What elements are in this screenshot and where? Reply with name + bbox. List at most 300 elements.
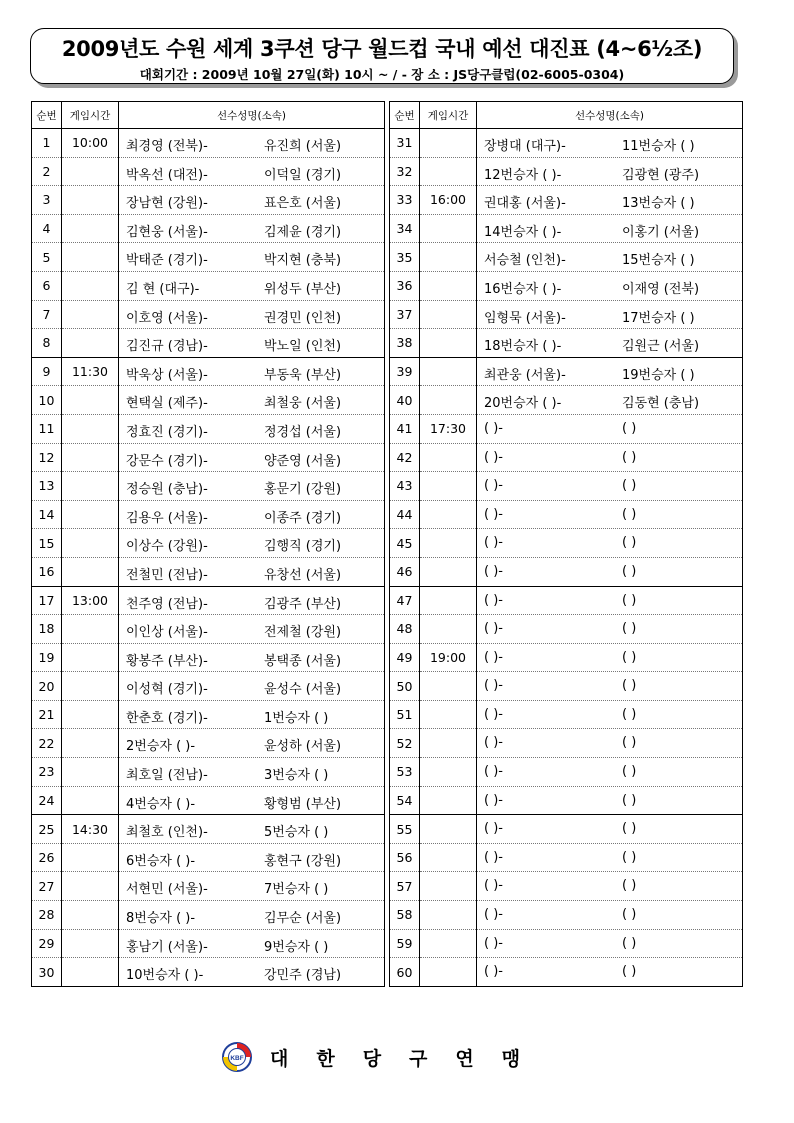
player-two: 11번승자 ( ) [622, 139, 695, 154]
player-two: 봉택종 (서울) [264, 653, 342, 669]
match-players [119, 615, 385, 644]
column-header-no: 순번 [32, 102, 62, 129]
game-time [420, 615, 477, 644]
match-number: 45 [390, 529, 420, 558]
table-row [390, 443, 743, 472]
table-row [390, 129, 743, 158]
bracket-table-left [31, 101, 385, 987]
match-players [477, 472, 743, 501]
player-two: 유진희 (서울) [264, 139, 342, 154]
table-row [32, 843, 385, 872]
player-one: 임형묵 (서울)- [484, 310, 566, 326]
match-number: 55 [390, 815, 420, 844]
player-one: 10번승자 ( )- [126, 968, 204, 984]
player-one: ( )- [484, 592, 503, 608]
game-time [420, 243, 477, 272]
player-one: ( )- [484, 849, 503, 865]
player-one: 최경영 (전북)- [126, 139, 208, 154]
match-number: 24 [32, 786, 62, 815]
game-time [420, 357, 477, 386]
player-two: ( ) [622, 849, 637, 865]
table-row [390, 643, 743, 672]
game-time [62, 214, 119, 243]
player-two: 5번승자 ( ) [264, 825, 329, 841]
game-time [62, 901, 119, 930]
footer [0, 1042, 794, 1074]
table-row [390, 929, 743, 958]
game-time [420, 157, 477, 186]
player-two: 홍현구 (강원) [264, 853, 342, 869]
table-row [32, 643, 385, 672]
player-two: 박노일 (인천) [264, 339, 342, 355]
player-two: 김행직 (경기) [264, 539, 342, 555]
game-time [62, 758, 119, 787]
match-number: 54 [390, 786, 420, 815]
table-row [32, 500, 385, 529]
game-time [62, 672, 119, 701]
column-header-no: 순번 [390, 102, 420, 129]
game-time [62, 529, 119, 558]
kbf-logo-icon [222, 1042, 252, 1072]
match-number: 5 [32, 243, 62, 272]
match-players [119, 729, 385, 758]
bracket-table-right [389, 101, 743, 987]
match-players [119, 929, 385, 958]
match-players [477, 214, 743, 243]
player-one: 12번승자 ( )- [484, 167, 562, 183]
game-time [420, 872, 477, 901]
match-players [477, 157, 743, 186]
player-two: 이재영 (전북) [622, 281, 700, 297]
game-time [420, 472, 477, 501]
table-row [32, 157, 385, 186]
match-number: 49 [390, 643, 420, 672]
player-one: 서현민 (서울)- [126, 882, 208, 898]
game-time [420, 901, 477, 930]
game-time [420, 129, 477, 158]
player-two: ( ) [622, 706, 637, 722]
player-two: 19번승자 ( ) [622, 367, 695, 383]
match-players [477, 500, 743, 529]
game-time [420, 729, 477, 758]
match-players [119, 300, 385, 329]
table-row [390, 557, 743, 586]
game-time [420, 386, 477, 415]
match-number: 51 [390, 700, 420, 729]
table-row [32, 386, 385, 415]
table-row [32, 929, 385, 958]
player-one: 6번승자 ( )- [126, 853, 196, 869]
player-two: 최철웅 (서울) [264, 396, 342, 412]
match-players [477, 758, 743, 787]
player-two: 전제철 (강원) [264, 625, 342, 641]
game-time [62, 958, 119, 987]
match-number: 58 [390, 901, 420, 930]
match-players [477, 557, 743, 586]
player-one: 박욱상 (서울)- [126, 367, 208, 383]
player-two: 13번승자 ( ) [622, 196, 695, 212]
table-row [390, 214, 743, 243]
table-header-row [32, 102, 385, 129]
player-two: 김무순 (서울) [264, 911, 342, 927]
match-players [119, 329, 385, 358]
player-two: 홍문기 (강원) [264, 482, 342, 498]
match-players [477, 129, 743, 158]
player-two: ( ) [622, 907, 637, 923]
game-time [420, 843, 477, 872]
match-number: 43 [390, 472, 420, 501]
table-row [390, 700, 743, 729]
table-row [32, 414, 385, 443]
player-two: ( ) [622, 563, 637, 579]
match-number: 4 [32, 214, 62, 243]
player-one: 20번승자 ( )- [484, 396, 562, 412]
player-one: ( )- [484, 792, 503, 808]
player-two: 윤성하 (서울) [264, 739, 342, 755]
player-two: ( ) [622, 878, 637, 894]
match-players [477, 786, 743, 815]
player-one: 최철호 (인천)- [126, 825, 208, 841]
match-number: 39 [390, 357, 420, 386]
table-row [32, 243, 385, 272]
table-row [390, 843, 743, 872]
game-time [62, 786, 119, 815]
game-time [62, 643, 119, 672]
player-one: ( )- [484, 420, 503, 436]
player-two: ( ) [622, 592, 637, 608]
table-row [390, 414, 743, 443]
table-row [32, 214, 385, 243]
player-one: 서승철 (인천)- [484, 253, 566, 269]
match-number: 29 [32, 929, 62, 958]
game-time [420, 214, 477, 243]
game-time [62, 329, 119, 358]
game-time [420, 329, 477, 358]
match-number: 11 [32, 414, 62, 443]
player-one: ( )- [484, 935, 503, 951]
player-two: 김광주 (부산) [264, 596, 342, 612]
match-number: 46 [390, 557, 420, 586]
match-players [119, 586, 385, 615]
match-players [119, 386, 385, 415]
column-header-players: 선수성명(소속) [477, 102, 743, 129]
player-one: 한춘호 (경기)- [126, 710, 208, 726]
match-number: 40 [390, 386, 420, 415]
match-number: 50 [390, 672, 420, 701]
match-number: 30 [32, 958, 62, 987]
match-number: 16 [32, 557, 62, 586]
match-number: 38 [390, 329, 420, 358]
match-players [119, 872, 385, 901]
match-number: 9 [32, 357, 62, 386]
player-one: 강문수 (경기)- [126, 453, 208, 469]
game-time: 14:30 [62, 815, 119, 844]
column-header-players: 선수성명(소속) [119, 102, 385, 129]
player-two: 김광현 (광주) [622, 167, 700, 183]
player-two: 이덕일 (경기) [264, 167, 342, 183]
table-row [390, 672, 743, 701]
match-number: 6 [32, 271, 62, 300]
match-players [119, 414, 385, 443]
player-two: 김원근 (서울) [622, 339, 700, 355]
match-number: 19 [32, 643, 62, 672]
player-one: ( )- [484, 563, 503, 579]
match-number: 21 [32, 700, 62, 729]
player-two: ( ) [622, 449, 637, 465]
player-one: 최관웅 (서울)- [484, 367, 566, 383]
match-players [477, 271, 743, 300]
player-two: 17번승자 ( ) [622, 310, 695, 326]
match-players [477, 357, 743, 386]
match-number: 59 [390, 929, 420, 958]
player-one: 박옥선 (대전)- [126, 167, 208, 183]
table-row [390, 500, 743, 529]
player-one: ( )- [484, 535, 503, 551]
column-header-time: 게임시간 [420, 102, 477, 129]
match-number: 10 [32, 386, 62, 415]
player-two: 유창선 (서울) [264, 567, 342, 583]
match-players [477, 958, 743, 987]
match-players [119, 357, 385, 386]
table-row [32, 586, 385, 615]
table-row [32, 758, 385, 787]
table-row [32, 786, 385, 815]
table-row [390, 243, 743, 272]
match-number: 22 [32, 729, 62, 758]
table-row [390, 872, 743, 901]
game-time [420, 500, 477, 529]
player-one: 정효진 (경기)- [126, 424, 208, 440]
game-time [62, 700, 119, 729]
game-time: 10:00 [62, 129, 119, 158]
player-one: ( )- [484, 764, 503, 780]
match-players [119, 271, 385, 300]
table-row [390, 357, 743, 386]
player-one: 김현웅 (서울)- [126, 224, 208, 240]
match-players [477, 243, 743, 272]
table-row [390, 786, 743, 815]
match-players [119, 843, 385, 872]
match-number: 3 [32, 186, 62, 215]
match-players [477, 186, 743, 215]
match-number: 12 [32, 443, 62, 472]
player-two: 김제윤 (경기) [264, 224, 342, 240]
match-players [119, 901, 385, 930]
match-number: 48 [390, 615, 420, 644]
player-one: ( )- [484, 649, 503, 665]
player-one: ( )- [484, 506, 503, 522]
game-time [420, 271, 477, 300]
match-players [477, 700, 743, 729]
game-time: 13:00 [62, 586, 119, 615]
player-two: 양준영 (서울) [264, 453, 342, 469]
game-time [420, 557, 477, 586]
organization-name: 대한당구연맹 [270, 1048, 549, 1070]
table-row [32, 443, 385, 472]
table-row [32, 872, 385, 901]
game-time [420, 700, 477, 729]
player-two: 강민주 (경남) [264, 968, 342, 984]
player-two: 윤성수 (서울) [264, 682, 342, 698]
game-time [420, 815, 477, 844]
match-number: 53 [390, 758, 420, 787]
player-one: 김용우 (서울)- [126, 510, 208, 526]
game-time [420, 443, 477, 472]
match-number: 37 [390, 300, 420, 329]
player-one: 박태준 (경기)- [126, 253, 208, 269]
event-info: 대회기간 : 2009년 10월 27일(화) 10시 ~ / - 장 소 : JS당구클럽(02-6005-0304) [139, 67, 625, 82]
player-one: 이호영 (서울)- [126, 310, 208, 326]
match-number: 34 [390, 214, 420, 243]
page-title: 2009년도 수원 세계 3쿠션 당구 월드컵 국내 예선 대진표 (4~6½조) [61, 37, 703, 61]
table-row [390, 386, 743, 415]
player-two: ( ) [622, 735, 637, 751]
table-row [32, 815, 385, 844]
player-two: 박지현 (충북) [264, 253, 342, 269]
table-row [390, 329, 743, 358]
match-players [477, 929, 743, 958]
match-number: 7 [32, 300, 62, 329]
game-time: 17:30 [420, 414, 477, 443]
match-number: 56 [390, 843, 420, 872]
player-one: 김 현 (대구)- [126, 281, 200, 297]
match-players [119, 529, 385, 558]
table-row [32, 615, 385, 644]
match-players [477, 386, 743, 415]
player-one: 이인상 (서울)- [126, 625, 208, 641]
player-one: 천주영 (전남)- [126, 596, 208, 612]
match-number: 36 [390, 271, 420, 300]
game-time [62, 872, 119, 901]
table-row [32, 357, 385, 386]
game-time [420, 672, 477, 701]
player-one: 장남현 (강원)- [126, 196, 208, 212]
game-time [62, 157, 119, 186]
player-two: ( ) [622, 764, 637, 780]
game-time [62, 843, 119, 872]
table-row [390, 815, 743, 844]
game-time [420, 300, 477, 329]
match-number: 18 [32, 615, 62, 644]
game-time [420, 929, 477, 958]
player-two: ( ) [622, 478, 637, 494]
table-row [32, 958, 385, 987]
table-row [390, 271, 743, 300]
table-row [32, 700, 385, 729]
match-number: 15 [32, 529, 62, 558]
player-two: 이홍기 (서울) [622, 224, 700, 240]
match-number: 52 [390, 729, 420, 758]
game-time: 11:30 [62, 357, 119, 386]
match-number: 26 [32, 843, 62, 872]
match-players [477, 586, 743, 615]
table-row [32, 300, 385, 329]
match-players [119, 472, 385, 501]
player-one: 현택실 (제주)- [126, 396, 208, 412]
match-players [119, 758, 385, 787]
game-time [62, 929, 119, 958]
table-row [32, 186, 385, 215]
match-players [119, 186, 385, 215]
match-players [119, 672, 385, 701]
player-two: ( ) [622, 935, 637, 951]
player-one: 정승원 (충남)- [126, 482, 208, 498]
table-row [390, 586, 743, 615]
match-players [477, 729, 743, 758]
player-one: 이성혁 (경기)- [126, 682, 208, 698]
match-number: 44 [390, 500, 420, 529]
player-two: 부동욱 (부산) [264, 367, 342, 383]
player-two: 정경섭 (서울) [264, 424, 342, 440]
match-players [119, 700, 385, 729]
game-time [62, 243, 119, 272]
match-players [119, 557, 385, 586]
table-row [390, 901, 743, 930]
game-time [62, 472, 119, 501]
player-one: 최호일 (전남)- [126, 768, 208, 784]
match-number: 32 [390, 157, 420, 186]
game-time [62, 386, 119, 415]
player-one: 14번승자 ( )- [484, 224, 562, 240]
game-time: 16:00 [420, 186, 477, 215]
player-one: 16번승자 ( )- [484, 281, 562, 297]
player-one: ( )- [484, 478, 503, 494]
table-row [32, 672, 385, 701]
game-time [62, 500, 119, 529]
game-time [420, 758, 477, 787]
player-one: 장병대 (대구)- [484, 139, 566, 154]
table-row [32, 901, 385, 930]
match-players [119, 643, 385, 672]
column-header-time: 게임시간 [62, 102, 119, 129]
player-one: ( )- [484, 706, 503, 722]
match-players [119, 500, 385, 529]
match-number: 14 [32, 500, 62, 529]
table-row [390, 186, 743, 215]
match-number: 57 [390, 872, 420, 901]
game-time [420, 586, 477, 615]
table-row [390, 729, 743, 758]
player-one: ( )- [484, 678, 503, 694]
match-number: 23 [32, 758, 62, 787]
player-two: ( ) [622, 792, 637, 808]
player-one: ( )- [484, 449, 503, 465]
match-players [477, 443, 743, 472]
match-players [477, 615, 743, 644]
game-time [62, 615, 119, 644]
player-two: 3번승자 ( ) [264, 768, 329, 784]
table-row [390, 615, 743, 644]
table-row [32, 329, 385, 358]
match-number: 27 [32, 872, 62, 901]
match-players [477, 529, 743, 558]
game-time [420, 786, 477, 815]
game-time [62, 300, 119, 329]
table-row [32, 729, 385, 758]
player-two: ( ) [622, 649, 637, 665]
match-number: 1 [32, 129, 62, 158]
table-row [32, 472, 385, 501]
match-number: 41 [390, 414, 420, 443]
player-one: ( )- [484, 964, 503, 980]
player-one: 이상수 (강원)- [126, 539, 208, 555]
game-time [62, 186, 119, 215]
table-row [390, 529, 743, 558]
player-two: ( ) [622, 621, 637, 637]
match-players [119, 243, 385, 272]
title-banner [30, 28, 734, 84]
player-two: 표은호 (서울) [264, 196, 342, 212]
